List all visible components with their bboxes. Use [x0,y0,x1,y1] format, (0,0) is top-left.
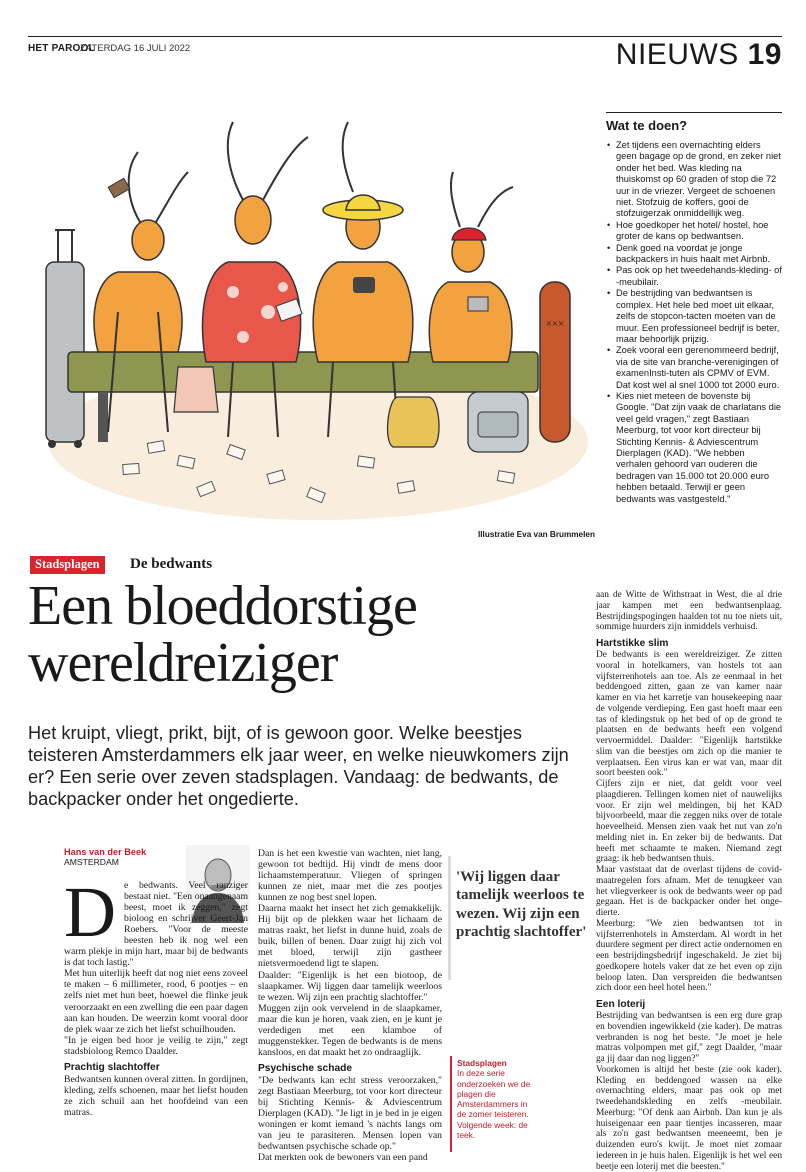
sidebar-item: • Zet tijdens een overnachting elders geen bagage op de grond, en zeker niet onder het bed. Was kleding na thuiskomst op 60 graden of stop die 72 uur in de vriezer. Vergeet de schoenen niet. Stofzuig de koffers, gooi de stofzuigerzak onmiddellijk weg. [606,140,782,220]
page-number: 19 [747,38,782,71]
series-box-bar [450,1056,452,1152]
paragraph: Maar vaststaat dat de overlast tijdens de covid-maatregelen fors afnam. Met de tenugkeer van het vliegverkeer is ook de bedwants weer op pad gegaan. Het is de backpacker onder het ongedierte. [596,865,782,918]
subheading: Hartstikke slim [596,638,669,649]
top-rule [28,36,782,37]
sidebar-item: • Pas ook op het tweedehands-kleding- of -meubilair. [606,265,782,288]
paragraph: Cijfers zijn er niet, dat geldt voor veel plaagdieren. Tellingen komen niet of nauwelijks voor. Er zijn wel meldingen, bij het KAD bijvoorbeeld, maar die zeggen niks over de totale hoeveelheid. Mensen zien vaak het nut van zo'n melding niet in. En zeker bij de bedwants. Dat heeft met schaamte te maken. Niemand zegt graag: ik heb bedwantsen thuis. [596,779,782,865]
sidebar-item: • Kies niet meteen de bovenste bij Google. "Dat zijn vaak de charlatans die veel geld vragen," zegt Bastiaan Meerburg, tot voor kort directeur bij Stichting Kennis- & Adviescentrum Dierplagen (KAD). "We hebben verhalen gehoord van ouderen die bedragen van 15.000 tot 20.000 euro hebben betaald. Terwijl er geen bedwants was vastgesteld." [606,391,782,505]
suitcase-icon [46,230,84,448]
sidebar-rule [606,112,782,113]
paragraph: Daarna maakt het insect het zich gemakkelijk. Hij bijt op de plekken waar het lichaam de matras raakt, het liefst in dunne huid, zoals de buik, billen of benen. Daar zuigt hij zich vol met bloed, terwijl zijn gastheer nietsvermoedend ligt te slapen. [258,903,442,970]
paragraph: Met hun uiterlijk heeft dat nog niet eens zoveel te maken – 6 millimeter, rood, 6 pootjes – en zelfs niet met hun beet, hoewel die flinke jeuk veroorzaakt en een zwelling die een paar dagen aan kan houden. De weerzin komt vooral door de plek waar ze zich het liefst schuilhouden. [64,968,248,1035]
newspaper-name: HET PAROOL [28,43,95,54]
backpack-icon [468,392,528,452]
dropcap: D [64,872,116,952]
sidebar-item: • Zoek vooral een gerenommeerd bedrijf, via de site van branche-verenigingen of examenInsti-tuten als CPMV of EVM. Dat kost wel al snel 1000 tot 2000 euro. [606,345,782,391]
illustration-credit: Illustratie Eva van Brummelen [478,530,595,539]
article-column-2 [258,848,442,1163]
camera-icon [353,277,375,293]
paragraph: Bestrijding van bedwantsen is een erg dure grap en bovendien ingewikkeld (zie kader). De matras verbranden is nog het beste. "Je moet je hele matras volpompen met gif," zegt Daalder, "maar ga jij daar dan nog liggen?" [596,1011,782,1064]
paragraph: e bedwants. Veel ranziger bestaat niet. "Een onaangenaam beest, moet ik zeggen," zegt bioloog en schrijver Geert-Jan Roebers. "Voor de meeste beesten heb ik nog wel een warm plekje in mijn hart, maar bij de bedwants is dat toch lastig." [64,880,248,969]
paragraph: aan de Witte de Withstraat in West, die al drie jaar kampen met een bedwantsenplaag. Bestrijdingspogingen haalden tot nu toe niets uit, sommige huurders zijn inmiddels verhuisd. [596,590,782,633]
sidebar-item: • Hoe goedkoper het hotel/ hostel, hoe groter de kans op bedwantsen. [606,220,782,243]
handbag-icon [388,397,439,447]
kicker: De bedwants [130,556,213,572]
paragraph: Muggen zijn ook vervelend in de slaapkamer, maar die kun je horen, vaak zien, en je kunt je verdedigen met een klamboe of muggenstekker. Tegen de bedwants is de mens kansloos, en dat maakt het zo ondraaglijk. [258,1002,442,1058]
section-header [616,38,782,72]
pull-quote: 'Wij liggen daar tamelijk weerloos te wezen. Wij zijn een prachtig slachtoffer' [456,869,587,941]
quote-bar [448,856,451,980]
svg-text:×××: ××× [545,318,565,330]
author-name: Hans van der Beek [64,847,147,857]
series-tag: Stadsplagen [30,556,105,574]
illustration-bedbugs-on-bench [28,112,598,540]
sidebar-title: Wat te doen? [606,118,688,133]
paragraph: Voorkomen is altijd het beste (zie ook kader). Kleding en beddengoed wassen na elke overnachting elders, maar pas ook op met tweedehandskleding en zelfs -meubilair. Meerburg: "Of denk aan Airbnb. Dan kun je als huiseigenaar een paar tientjes incasseren, maar als zo'n gast bedwantsen meeneemt, ben je duizenden euro's kwijt. Je moet niet zomaar iedereen in je huis halen. Eigenlijk is het wel een beetje een loterij met die beesten." [596,1064,782,1172]
subheading: Prachtig slachtoffer [64,1061,160,1073]
subheading: Psychische schade [258,1062,353,1074]
intro-text: Het kruipt, vliegt, prikt, bijt, of is gewoon goor. Welke beestjes teisteren Amsterdammers elk jaar weer, en welke nieuwkomers zijn er? Een serie over zeven stadsplagen. Vandaag: de bedwants, de backpacker onder het ongedierte. [28,723,569,809]
byline [64,847,146,867]
series-box-text: In deze serie onderzoeken we de plagen die Amsterdammers in de zomer teisteren. Volgende week: de teek. [457,1068,531,1141]
headline: Een bloeddorstige wereldreiziger [28,575,417,694]
paragraph: "In je eigen bed hoor je veilig te zijn," zegt stadsbioloog Remco Daalder. [64,1034,248,1057]
series-box [457,1058,531,1140]
subheading: Een loterij [596,999,646,1010]
bedbug-figure-4 [429,172,513,362]
dateline: AMSTERDAM [64,857,119,867]
section-name: NIEUWS [615,38,739,71]
amsterdammertje-icon [540,282,570,442]
publication-date: ZATERDAG 16 JULI 2022 [80,43,191,54]
paragraph: De bedwants is een wereldreiziger. Ze zitten vooral in hotelkamers, van hostels tot aan vijfsterrenhotels aan toe. Als ze eenmaal in het beddengoed zitten, gaan ze van kamer naar kamer en via het karretje van housekeeping naar de volgende verdieping. Een gast hoeft maar een tas of kledingstuk op het bed of op de grond te plaatsen en de bedwants heeft een volgend vervoermiddel. Daalder: "Eigenlijk hartstikke slim van die beestjes om zich op die manier te verplaatsen. Een virus kan er wat van, maar dit soort beesten ook." [596,650,782,779]
paragraph: Bedwantsen kunnen overal zitten. In gordijnen, kleding, zelfs schoenen, maar het liefst houden ze zich schuil aan het hoofdeind van een matras. [64,1073,248,1118]
shopping-bag-icon [174,367,218,412]
article-column-1 [64,872,248,1118]
paragraph: Dan is het een kwestie van wachten, niet lang, gewoon tot bedtijd. Hij vindt de mens door lichaamstemperatuur. Vliegen of springen kunnen ze niet, maar met die zes pootjes kunnen ze nog best snel lopen. [258,848,442,904]
sidebar-list [606,140,782,505]
sidebar-item: • Denk goed na voordat je jonge backpackers in huis haalt met Airbnb. [606,243,782,266]
paragraph: Daalder: "Eigenlijk is het een biotoop, de slaapkamer. Wij liggen daar tamelijk weerloos te wezen. Wij zijn een prachtig slachtoffer." [258,969,442,1003]
article-column-3 [596,590,782,1172]
paragraph: Meerburg: "We zien bedwantsen tot in vijfsterrenhotels in Amsterdam. Al wordt in het duurdere segment per direct actie ondernomen en een bestrijdingsbedrijf ingeschakeld. Je ziet bij goedkopere hotels vaker dat ze het even op zijn beloop laten. Dan verspreiden die bedwantsen zich door een heel hotel heen." [596,918,782,994]
series-box-title: Stadsplagen [457,1058,507,1068]
sidebar-item: • De bestrijding van bedwantsen is complex. Het hele bed moet uit elkaar, zelfs de stopcon-tacten moeten van de muur. Een professioneel bedrijf is beter, maar behoorlijk prijzig. [606,288,782,345]
paragraph: Dat merkten ook de bewoners van een pand [258,1152,428,1164]
paragraph: "De bedwants kan echt stress veroorzaken," zegt Bastiaan Meerburg, tot voor kort directeur bij Stichting Kennis- & Adviescentrum Dierplagen (KAD). "Je ligt in je bed in je eigen woningen er komt iemand 's nachts langs om van jeu te parasiteren. Mensen lopen van bedwantsen psychische schade op." [258,1074,442,1153]
